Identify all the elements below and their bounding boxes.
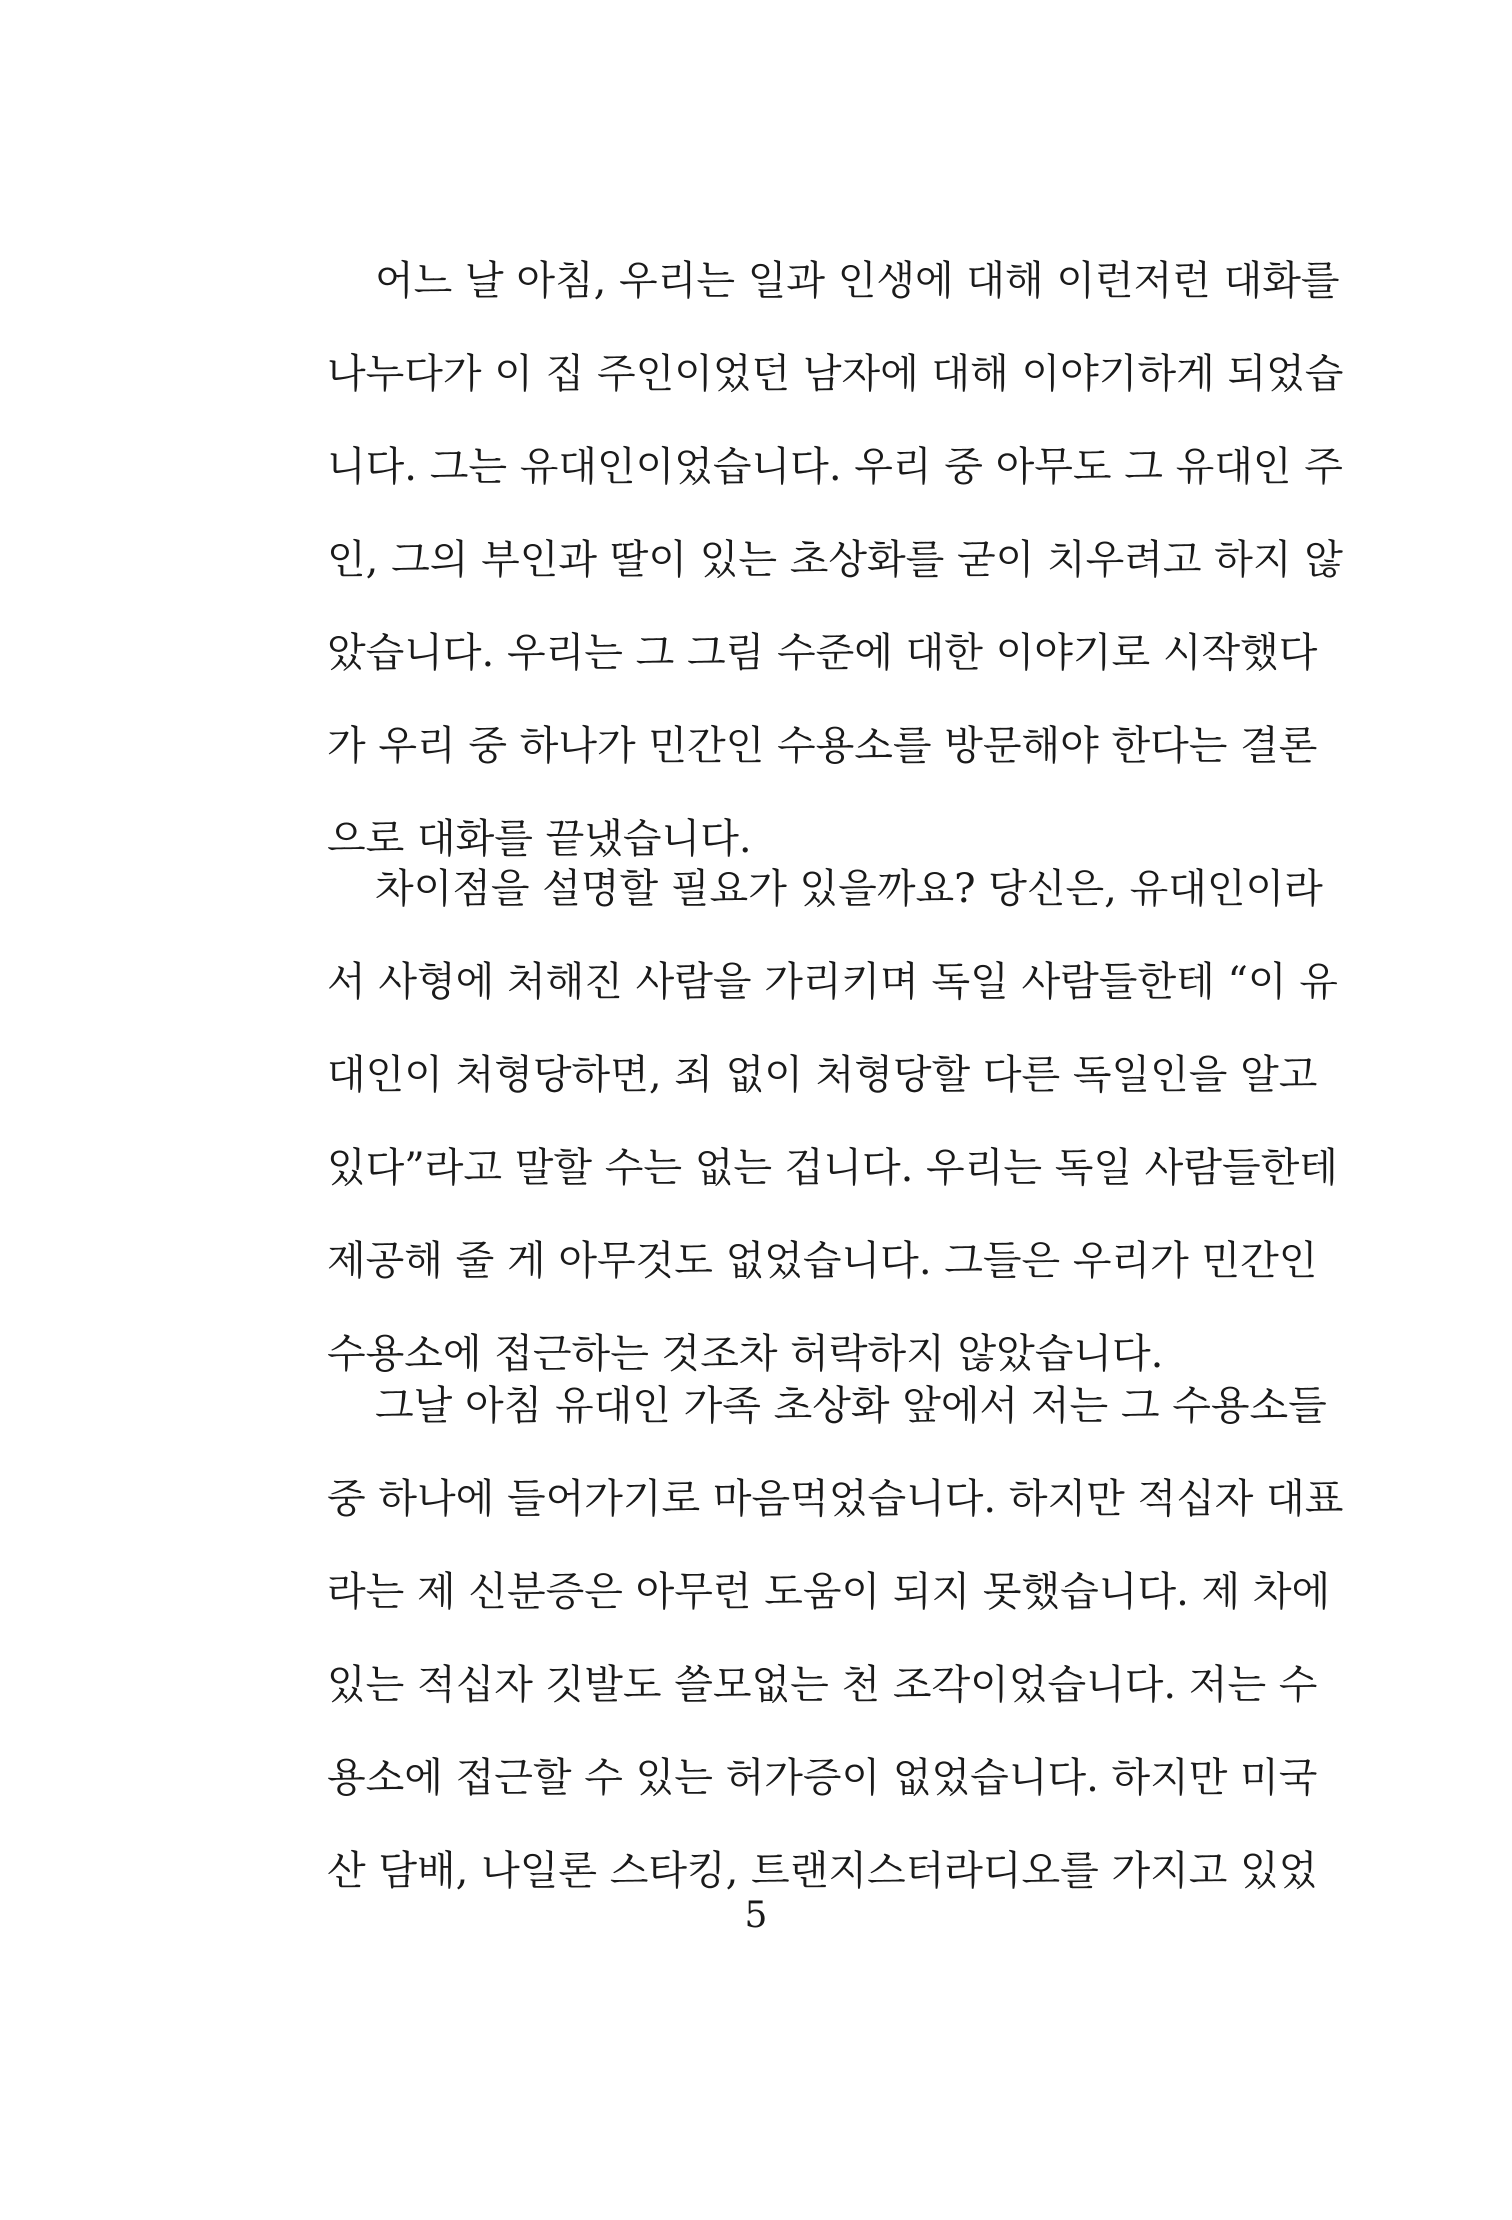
paragraph-line: 제공해 줄 게 아무것도 없었습니다. 그들은 우리가 민간인 [327,1238,1318,1284]
paragraph-1 [327,235,1344,886]
paragraph-line: 나누다가 이 집 주인이었던 남자에 대해 이야기하게 되었습 [327,351,1344,397]
paragraph-line: 았습니다. 우리는 그 그림 수준에 대한 이야기로 시작했다 [327,630,1318,676]
paragraph-line: 있는 적십자 깃발도 쓸모없는 천 조각이었습니다. 저는 수 [327,1662,1318,1708]
paragraph-line: 가 우리 중 하나가 민간인 수용소를 방문해야 한다는 결론 [327,723,1318,769]
paragraph-line: 으로 대화를 끝냈습니다. [327,816,752,862]
paragraph-line: 인, 그의 부인과 딸이 있는 초상화를 굳이 치우려고 하지 않 [327,537,1343,583]
page-number: 5 [744,1895,768,1936]
paragraph-3 [327,1360,1344,1918]
paragraph-line: 서 사형에 처해진 사람을 가리키며 독일 사람들한테 “이 유 [327,959,1338,1005]
paragraph-line: 그날 아침 유대인 가족 초상화 앞에서 저는 그 수용소들 [375,1383,1327,1429]
paragraph-line: 용소에 접근할 수 있는 허가증이 없었습니다. 하지만 미국 [327,1755,1318,1801]
paragraph-line: 수용소에 접근하는 것조차 허락하지 않았습니다. [327,1331,1164,1377]
paragraph-line: 니다. 그는 유대인이었습니다. 우리 중 아무도 그 유대인 주 [327,444,1343,490]
paragraph-2 [327,843,1338,1401]
paragraph-line: 있다”라고 말할 수는 없는 겁니다. 우리는 독일 사람들한테 [327,1145,1338,1191]
paragraph-line: 중 하나에 들어가기로 마음먹었습니다. 하지만 적십자 대표 [327,1476,1344,1522]
paragraph-line: 라는 제 신분증은 아무런 도움이 되지 못했습니다. 제 차에 [327,1569,1331,1615]
paragraph-line: 차이점을 설명할 필요가 있을까요? 당신은, 유대인이라 [375,866,1323,912]
paragraph-line: 대인이 처형당하면, 죄 없이 처형당할 다른 독일인을 알고 [327,1052,1318,1098]
paragraph-line: 어느 날 아침, 우리는 일과 인생에 대해 이런저런 대화를 [375,258,1340,304]
paragraph-line: 산 담배, 나일론 스타킹, 트랜지스터라디오를 가지고 있었 [327,1848,1318,1894]
